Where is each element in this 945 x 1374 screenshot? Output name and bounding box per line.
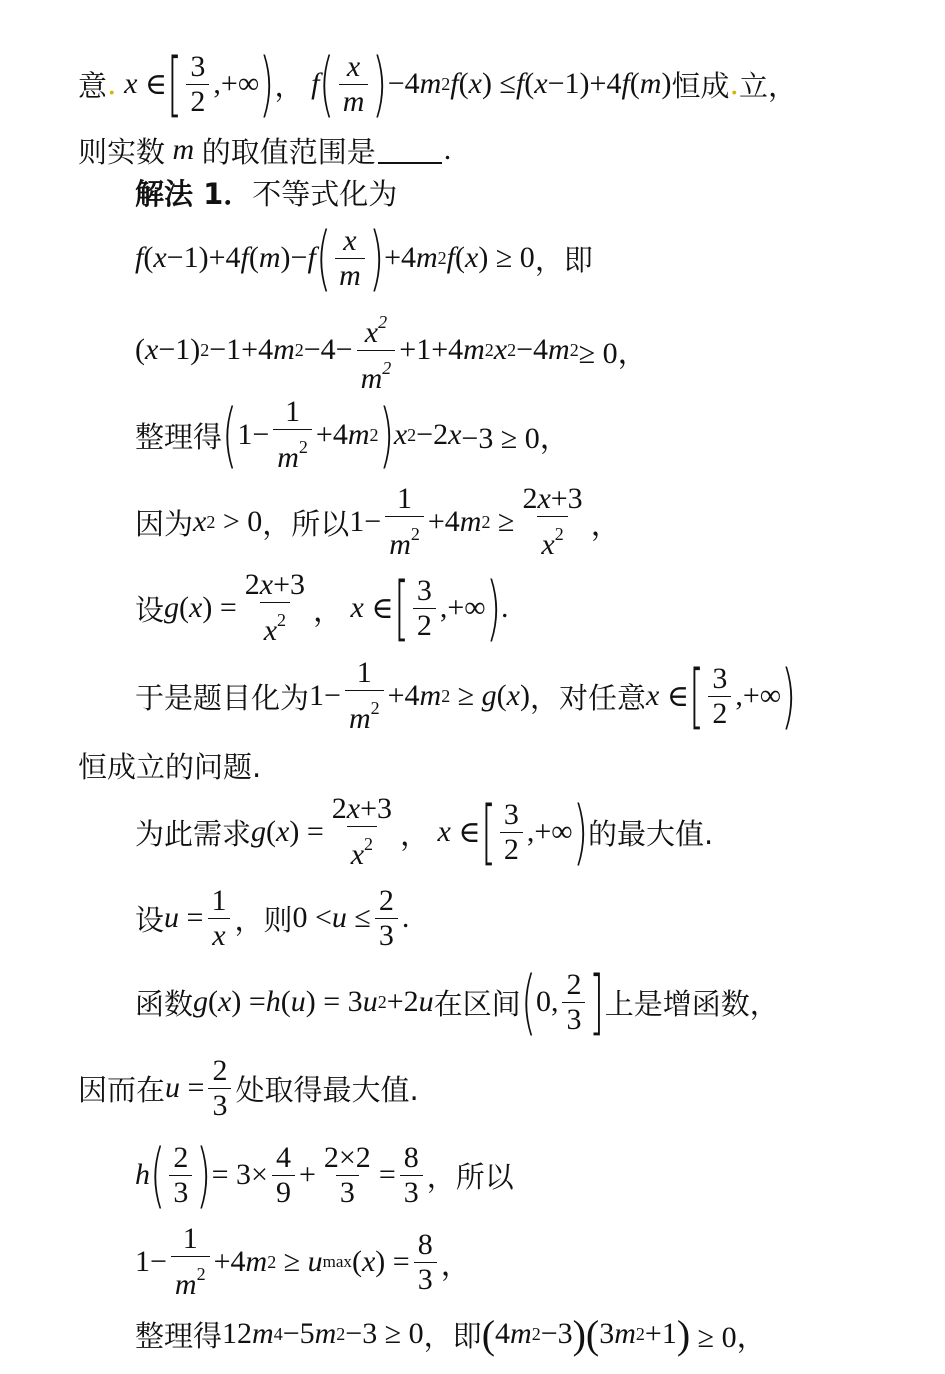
text: 于是题目化为: [135, 680, 310, 715]
text: 设: [135, 902, 165, 937]
text: .: [443, 133, 452, 166]
text: 恒成: [671, 68, 730, 103]
text: 整理得: [135, 419, 223, 454]
text: 整理得: [135, 1318, 223, 1353]
text: ，即: [423, 1318, 482, 1353]
text: 设: [135, 592, 165, 627]
line-5: ( x −1) 2 −1+4 m 2 −4− $\frac{x^2}{m^2}$ +1+4 m 2 x 2 −4 m 2 ≥ 0，: [135, 311, 648, 395]
text: 处取得最大值.: [235, 1072, 419, 1107]
text: ，: [768, 68, 798, 103]
line-14: 因而在 u = $\frac{2}{3}$ 处取得最大值.: [78, 1053, 419, 1122]
line-8: 设 g ( x ) = $\frac{2x+3}{x^2}$ ， x ∈ [ $\frac{3}{2}$ ,+∞ ) .: [135, 567, 509, 649]
line-15: h ( $\frac{2}{3}$ ) = 3× $\frac{4}{9}$ + $\frac{2\times 2}{3}$ = $\frac{8}{3}$ ，所以: [135, 1134, 514, 1216]
text: 意: [78, 68, 108, 103]
line-2: 则实数 m 的取值范围是 .: [78, 110, 451, 190]
line-12: 设 u = $\frac{1}{x}$ ，则 0 < u ≤ $\frac{2}{3}$ .: [135, 883, 410, 952]
text: ，即: [534, 242, 593, 277]
line-6: 整理得 ( 1− $\frac{1}{m^2}$ +4 m 2 ) x 2 −2 x −3 ≥ 0，: [135, 394, 570, 476]
line-1: 意 . x ∈ [ $\frac{3}{2}$ ,+∞ ) ， f ( $\frac{x}{m}$ ) −4 m 2 f ( x ) ≤ f ( x −1)+4 f ( m ) 恒成 . 立 ，: [78, 43, 798, 125]
text: 因而在: [78, 1072, 166, 1107]
text: ，所以: [262, 506, 350, 541]
text: ，所以: [426, 1159, 514, 1194]
text: ，对任意: [530, 680, 647, 715]
text: 在区间: [433, 986, 521, 1021]
line-4: f ( x −1)+4 f ( m )− f ( $\frac{x}{m}$ ) +4 m 2 f ( x ) ≥ 0 ，即: [135, 217, 593, 299]
text: 的取值范围是: [201, 134, 376, 169]
text: 立: [739, 68, 769, 103]
text: 因为: [135, 506, 194, 541]
line-17: 整理得 12 m 4 −5 m 2 −3 ≥ 0 ，即 ( 4 m 2 −3 )( 3 m 2 +1 ) ≥ 0，: [135, 1311, 767, 1357]
line-9: 于是题目化为 1− $\frac{1}{m^2}$ +4 m 2 ≥ g ( x ) ，对任意 x ∈ [ $\frac{3}{2}$ ,+∞ ): [135, 655, 797, 737]
line-13: 函数 g ( x ) = h ( u ) = 3 u 2 +2 u 在区间 ( 0, $\frac{2}{3}$ ] 上是增函数，: [135, 961, 779, 1043]
text: ，则: [234, 902, 293, 937]
line-7: 因为 x 2 > 0 ，所以 1− $\frac{1}{m^2}$ +4 m 2 ≥ $\frac{2x+3}{x^2}$ ，: [135, 482, 621, 561]
text: 则实数: [78, 134, 166, 169]
line-16: 1− $\frac{1}{m^2}$ +4 m 2 ≥ u max ( x ) = $\frac{8}{3}$ ，: [135, 1222, 471, 1301]
text: 的最大值.: [588, 816, 714, 851]
text: 上是增函数，: [604, 986, 779, 1021]
method-title: 解法 1．: [135, 176, 253, 211]
text: 函数: [135, 986, 194, 1021]
text: 恒成立的问题.: [78, 749, 262, 784]
text: 为此需求: [135, 816, 252, 851]
line-11: 为此需求 g ( x ) = $\frac{2x+3}{x^2}$ ， x ∈ [ $\frac{3}{2}$ ,+∞ ) 的最大值.: [135, 791, 714, 873]
text: 不等式化为: [252, 176, 398, 211]
